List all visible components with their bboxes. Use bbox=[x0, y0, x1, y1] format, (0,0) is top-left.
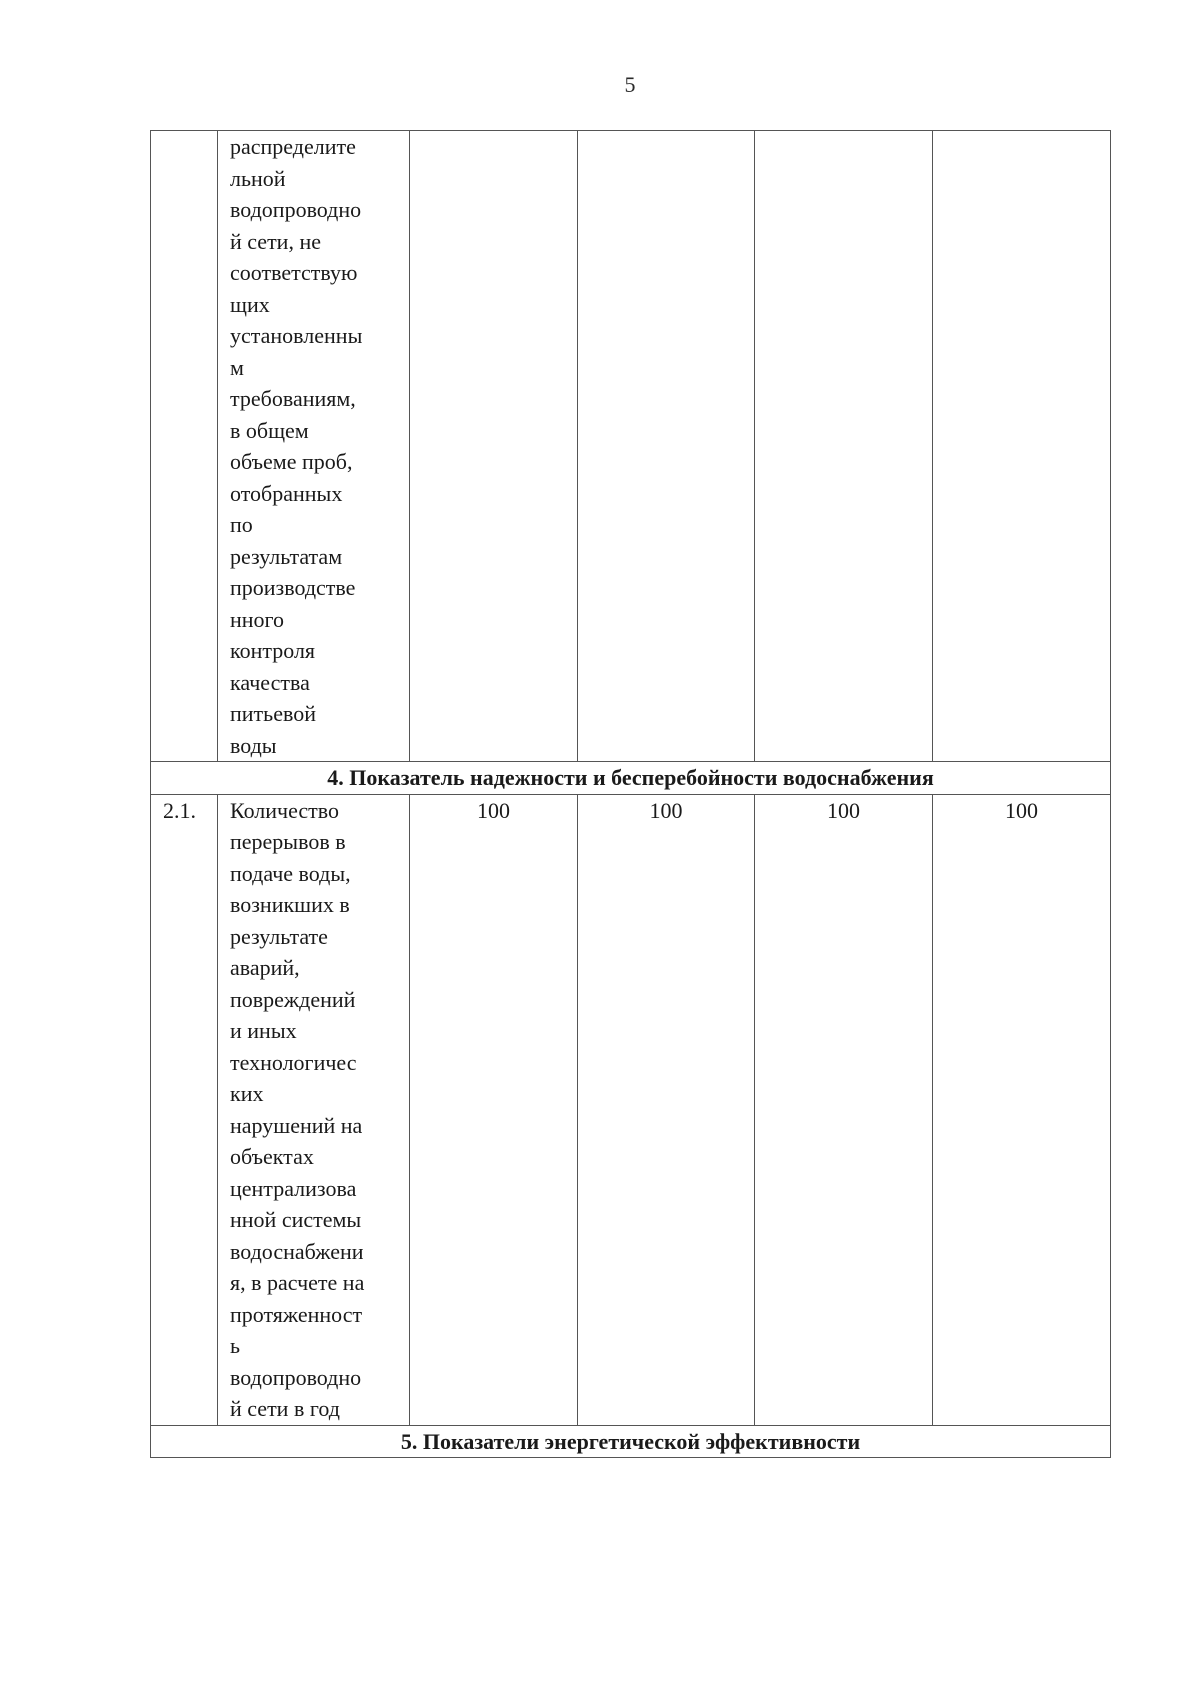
section-row-4 bbox=[151, 762, 1111, 795]
indicator-name-line: нной системы bbox=[230, 1207, 362, 1232]
value-cell bbox=[410, 131, 578, 762]
value-cell: 100 bbox=[755, 794, 933, 1425]
indicator-name-line: я, в расчете на bbox=[230, 1270, 365, 1295]
indicator-name-line: по bbox=[230, 512, 253, 537]
section-heading-reliability: 4. Показатель надежности и бесперебойности водоснабжения bbox=[151, 762, 1111, 795]
indicator-name-line: в общем bbox=[230, 417, 309, 443]
section-heading-energy-efficiency: 5. Показатели энергетической эффективности bbox=[151, 1425, 1111, 1458]
indicator-name-line: й сети в год bbox=[230, 1396, 340, 1421]
indicator-name-line: водопроводно bbox=[230, 197, 362, 222]
indicator-name-line: Количество bbox=[230, 797, 340, 823]
table-row-2-1 bbox=[151, 794, 1111, 1425]
indicator-name-line: питьевой bbox=[230, 701, 316, 726]
indicator-name-line: технологичес bbox=[230, 1049, 357, 1075]
indicator-name-line: объектах bbox=[230, 1144, 314, 1169]
indicator-name-line: повреждений bbox=[230, 986, 356, 1012]
section-row-5 bbox=[151, 1425, 1111, 1458]
indicator-name-line: нного bbox=[230, 606, 285, 632]
indicator-name-line: нарушений на bbox=[230, 1112, 363, 1138]
indicators-table bbox=[150, 130, 1111, 1458]
indicator-name-line: ь bbox=[230, 1333, 241, 1358]
value-cell: 100 bbox=[578, 794, 755, 1425]
value-cell: 100 bbox=[933, 794, 1111, 1425]
value-cell bbox=[933, 131, 1111, 762]
indicator-name-line: льной bbox=[230, 165, 286, 191]
indicator-name-line: воды bbox=[230, 732, 277, 758]
indicator-name-line: соответствую bbox=[230, 260, 358, 285]
table-row-continued bbox=[151, 131, 1111, 762]
indicator-name-line: отобранных bbox=[230, 480, 343, 506]
value-cell: 100 bbox=[410, 794, 578, 1425]
indicator-name-line: требованиям, bbox=[230, 386, 356, 411]
indicator-name-line: результате bbox=[230, 923, 328, 949]
indicator-name-line: объеме проб, bbox=[230, 449, 353, 474]
indicator-name-line: установленны bbox=[230, 323, 363, 348]
indicator-name-cell bbox=[218, 131, 410, 762]
indicator-name-line: щих bbox=[230, 291, 270, 317]
indicator-name-line: контроля bbox=[230, 638, 316, 663]
indicator-name-line: водоснабжени bbox=[230, 1238, 364, 1264]
indicator-name-line: централизова bbox=[230, 1175, 357, 1201]
indicator-name-line: аварий, bbox=[230, 955, 300, 980]
indicator-name-line: перерывов в bbox=[230, 829, 346, 854]
indicator-name-line: ких bbox=[230, 1081, 264, 1106]
indicator-name-line: й сети, не bbox=[230, 228, 321, 254]
row-number-cell: 2.1. bbox=[151, 794, 218, 1425]
indicator-name-line: качества bbox=[230, 669, 310, 695]
indicator-name-cell bbox=[218, 794, 410, 1425]
indicator-name-line: протяженност bbox=[230, 1301, 363, 1327]
indicator-name-line: производстве bbox=[230, 575, 356, 600]
indicator-name-line: распределите bbox=[230, 134, 356, 159]
indicator-name-line: результатам bbox=[230, 543, 343, 569]
value-cell bbox=[578, 131, 755, 762]
indicator-name-line: возникших в bbox=[230, 892, 350, 917]
page-number: 5 bbox=[624, 72, 636, 97]
indicator-name-line: и иных bbox=[230, 1018, 297, 1043]
row-number-cell bbox=[151, 131, 218, 762]
indicator-name-line: м bbox=[230, 354, 244, 380]
indicator-name-line: подаче воды, bbox=[230, 860, 351, 886]
value-cell bbox=[755, 131, 933, 762]
indicator-name-line: водопроводно bbox=[230, 1364, 362, 1390]
